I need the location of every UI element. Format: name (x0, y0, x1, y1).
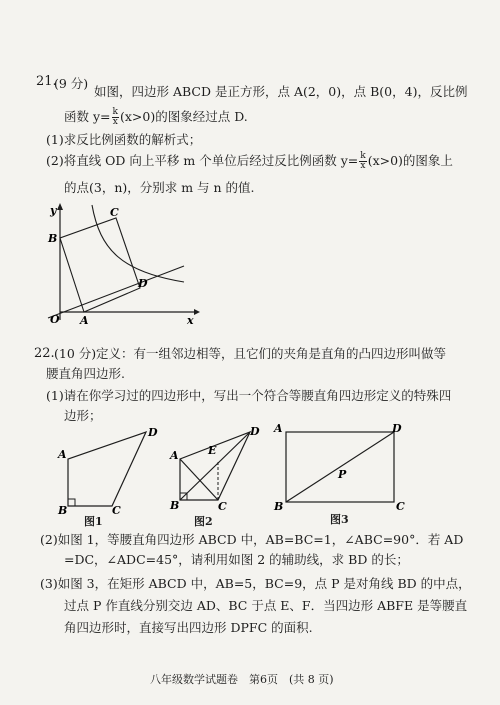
fig2-label-a: A (170, 449, 179, 462)
diagonal-bd (180, 432, 250, 500)
figure-3-caption: 图3 (330, 513, 349, 526)
origin-label: O (50, 313, 60, 325)
q21-part2-suffix: (x>0)的图象上 (367, 153, 453, 168)
q21-score: (9 分) (54, 76, 89, 91)
figure-1 (54, 424, 166, 514)
line-od (48, 266, 184, 318)
fig3-label-c: C (396, 500, 405, 512)
figure-2-caption: 图2 (194, 515, 213, 528)
x-axis-arrow (194, 309, 200, 315)
fig1-label-c: C (112, 504, 121, 514)
hyperbola-curve (92, 205, 184, 282)
q21-stem-line2 (64, 108, 248, 127)
fraction-numerator: k (112, 107, 118, 117)
point-c-label: C (110, 206, 119, 219)
point-b-label: B (48, 232, 58, 245)
x-axis-label: x (187, 314, 194, 325)
fig3-label-b: B (274, 500, 284, 512)
fig3-label-d: D (392, 422, 402, 435)
right-angle-mark (68, 499, 75, 506)
q22-score: (10 分) (54, 346, 97, 361)
q22-part3-line1: (3)如图 3，在矩形 ABCD 中，AB=5，BC=9，点 P 是对角线 BD 的中点， (40, 576, 471, 591)
q22-part3-line2: 过点 P 作直线分别交边 AD、BC 于点 E、F．当四边形 ABFE 是等腰直 (64, 598, 468, 613)
fig3-label-p: P (338, 468, 347, 481)
q22-definition-line2: 腰直角四边形. (46, 366, 125, 381)
q21-part2-fraction (359, 152, 366, 171)
fig1-label-a: A (58, 448, 67, 461)
q21-part1: (1)求反比例函数的解析式； (46, 132, 202, 147)
figure-3 (272, 420, 412, 512)
fig3-label-a: A (274, 422, 283, 435)
q21-function-suffix: (x>0)的图象经过点 D. (119, 109, 248, 124)
q21-part2-prefix: (2)将直线 OD 向上平移 m 个单位后经过反比例函数 y= (46, 153, 359, 168)
q21-fraction (112, 108, 119, 127)
fig1-label-b: B (58, 504, 68, 514)
fraction-denominator: x (112, 117, 118, 127)
fig2-label-c: C (218, 500, 227, 513)
q22-part2-line1: (2)如图 1，等腰直角四边形 ABCD 中，AB=BC=1，∠ABC=90°．若 AD (40, 532, 464, 547)
q22-definition-line1: 定义：有一组邻边相等，且它们的夹角是直角的凸四边形叫做等 (96, 346, 447, 361)
q21-part2-line2: 的点(3，n)，分别求 m 与 n 的值. (64, 180, 255, 195)
figure-1-caption: 图1 (84, 515, 103, 528)
q21-number: 21. (36, 74, 57, 89)
fig2-label-d: D (250, 425, 260, 438)
q21-coordinate-figure (34, 200, 204, 325)
y-axis-arrow (57, 203, 63, 210)
q22-part1-line2: 边形； (64, 408, 102, 423)
diagonal-bd (286, 432, 394, 502)
fig1-label-d: D (148, 426, 158, 439)
page-footer: 八年级数学试题卷 第6页 (共 8 页) (150, 673, 334, 686)
q22-part2-line2: =DC，∠ADC=45°，请利用如图 2 的辅助线，求 BD 的长； (64, 552, 409, 567)
q22-number: 22. (34, 346, 55, 361)
y-axis-label: y (50, 204, 57, 217)
quadrilateral-abcd (68, 432, 146, 506)
q22-part1-line1: (1)请在你学习过的四边形中，写出一个符合等腰直角四边形定义的特殊四 (46, 388, 452, 403)
fig2-label-e: E (208, 444, 217, 457)
q21-function-prefix: 函数 y= (64, 109, 111, 124)
point-d-label: D (138, 277, 148, 290)
point-a-label: A (80, 314, 89, 325)
q21-part2-line1 (46, 152, 453, 171)
q22-part3-line3: 角四边形时，直接写出四边形 DPFC 的面积. (64, 620, 313, 635)
fraction-denominator: x (360, 161, 366, 171)
fig2-label-b: B (170, 499, 180, 512)
fraction-numerator: k (360, 151, 366, 161)
figure-2 (168, 424, 266, 514)
q21-stem-line1: 如图，四边形 ABCD 是正方形，点 A(2，0)，点 B(0，4)，反比例 (94, 84, 468, 99)
